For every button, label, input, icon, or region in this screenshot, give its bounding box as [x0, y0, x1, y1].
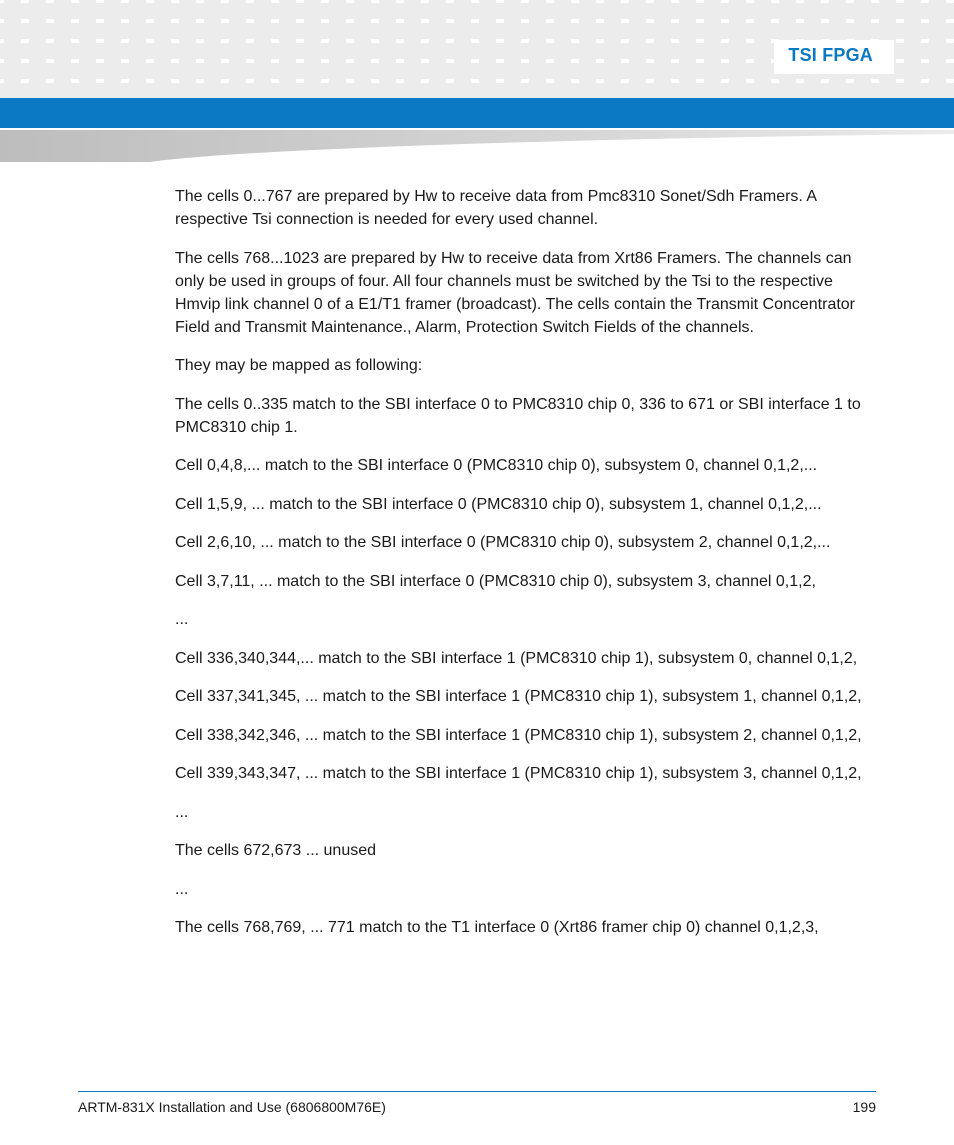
body-paragraph: They may be mapped as following: — [175, 357, 423, 374]
body-paragraph: Cell 1,5,9, ... match to the SBI interface 0 (PMC8310 chip 0), subsystem 1, channel 0,1,2,... — [175, 495, 822, 513]
footer-divider — [78, 1091, 876, 1092]
body-paragraph: The cells 0..335 match to the SBI interface 0 to PMC8310 chip 0, 336 to 671 or SBI interface 1 to PMC8310 chip 1. — [175, 395, 861, 436]
body-paragraph: Cell 337,341,345, ... match to the SBI interface 1 (PMC8310 chip 1), subsystem 1, channel 0,1,2, — [175, 688, 862, 705]
body-paragraph: ... — [175, 803, 189, 821]
body-paragraph: ... — [175, 611, 189, 628]
header-gray-swoosh — [0, 130, 954, 164]
body-paragraph: Cell 3,7,11, ... match to the SBI interface 0 (PMC8310 chip 0), subsystem 3, channel 0,1,2, — [175, 572, 816, 590]
body-paragraph: The cells 768,769, ... 771 match to the T1 interface 0 (Xrt86 framer chip 0) channel 0,1,2,3, — [175, 919, 819, 936]
body-paragraph: Cell 0,4,8,... match to the SBI interface 0 (PMC8310 chip 0), subsystem 0, channel 0,1,2,... — [175, 457, 818, 474]
body-paragraph: Cell 339,343,347, ... match to the SBI interface 1 (PMC8310 chip 1), subsystem 3, channel 0,1,2, — [175, 765, 862, 782]
footer-page-number: 199 — [852, 1099, 876, 1115]
body-paragraph: ... — [175, 880, 189, 898]
page-body — [175, 185, 880, 955]
header-blue-band — [0, 98, 954, 128]
body-paragraph: Cell 2,6,10, ... match to the SBI interface 0 (PMC8310 chip 0), subsystem 2, channel 0,1,2,... — [175, 534, 831, 551]
section-title: TSI FPGA — [788, 45, 873, 65]
footer-document-title: ARTM-831X Installation and Use (6806800M76E) — [78, 1099, 386, 1115]
body-paragraph: Cell 336,340,344,... match to the SBI interface 1 (PMC8310 chip 1), subsystem 0, channel 0,1,2, — [175, 649, 858, 667]
body-paragraph: The cells 768...1023 are prepared by Hw to receive data from Xrt86 Framers. The channels can only be used in groups of four. All four channels must be switched by the Tsi to the respective Hmvip link channel 0 of a E1/T1 framer (broadcast). The cells contain the Transmit Concentrator Field and Transmit Maintenance., Alarm, Protection Switch Fields of the channels. — [175, 249, 856, 336]
body-paragraph: Cell 338,342,346, ... match to the SBI interface 1 (PMC8310 chip 1), subsystem 2, channel 0,1,2, — [175, 726, 862, 744]
body-paragraph: The cells 0...767 are prepared by Hw to receive data from Pmc8310 Sonet/Sdh Framers. A respective Tsi connection is needed for every used channel. — [175, 188, 817, 228]
body-paragraph: The cells 672,673 ... unused — [175, 842, 377, 859]
